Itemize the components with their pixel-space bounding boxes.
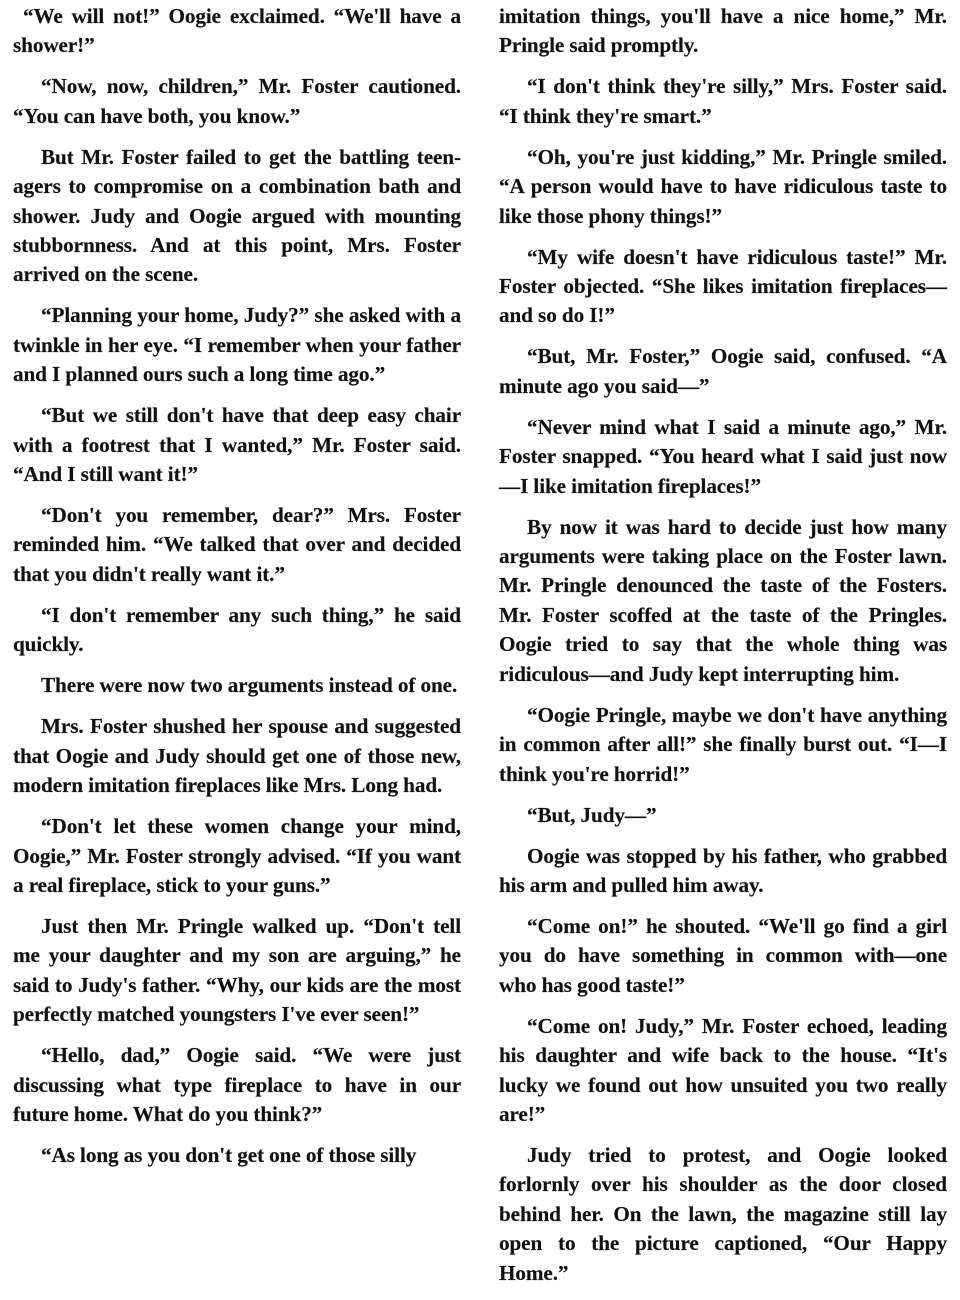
right-text-column	[499, 2, 947, 1300]
paragraph: Just then Mr. Pringle walked up. “Don't tell me your daughter and my son are arguing,” he said to Judy's father. “Why, our kids are the most perfectly matched youngsters I've ever seen!”	[13, 913, 461, 1027]
left-text-column	[13, 2, 461, 1182]
paragraph: “But, Judy—”	[527, 802, 657, 827]
paragraph: “As long as you don't get one of those silly	[41, 1142, 417, 1167]
paragraph: “Hello, dad,” Oogie said. “We were just discussing what type fireplace to have in our future home. What do you think?”	[13, 1043, 461, 1126]
paragraph: By now it was hard to decide just how many arguments were taking place on the Foster lawn. Mr. Pringle denounced the taste of the Fosters. Mr. Foster scoffed at the taste of the Pringles. Oogie tried to say that the whole thing was ridiculous—and Judy kept interrupting him.	[499, 514, 947, 686]
paragraph: “Oh, you're just kidding,” Mr. Pringle smiled. “A person would have to have ridiculous taste to like those phony things!”	[499, 144, 947, 228]
paragraph: “Now, now, children,” Mr. Foster cautioned. “You can have both, you know.”	[13, 74, 461, 128]
paragraph: “Never mind what I said a minute ago,” Mr. Foster snapped. “You heard what I said just now—I like imitation fireplaces!”	[499, 414, 947, 498]
paragraph: “Come on!” he shouted. “We'll go find a girl you do have something in common with—one who has good taste!”	[499, 913, 947, 997]
paragraph: “We will not!” Oogie exclaimed. “We'll have a shower!”	[13, 4, 461, 58]
paragraph: Judy tried to protest, and Oogie looked forlornly over his shoulder as the door closed behind her. On the lawn, the magazine still lay open to the picture captioned, “Our Happy Home.”	[499, 1142, 947, 1285]
paragraph: “I don't think they're silly,” Mrs. Foster said. “I think they're smart.”	[499, 74, 947, 128]
paragraph: “I don't remember any such thing,” he said quickly.	[13, 602, 461, 657]
paragraph: “Come on! Judy,” Mr. Foster echoed, leading his daughter and wife back to the house. “It's lucky we found out how unsuited you two really are!”	[499, 1013, 947, 1126]
paragraph: “But we still don't have that deep easy chair with a footrest that I wanted,” Mr. Foster said. “And I still want it!”	[13, 403, 461, 487]
paragraph: “Don't you remember, dear?” Mrs. Foster reminded him. “We talked that over and decided that you didn't really want it.”	[13, 503, 461, 586]
paragraph: There were now two arguments instead of one.	[41, 673, 458, 698]
paragraph: Mrs. Foster shushed her spouse and suggested that Oogie and Judy should get one of those new, modern imitation fireplaces like Mrs. Long had.	[13, 714, 461, 798]
paragraph: “Don't let these women change your mind, Oogie,” Mr. Foster strongly advised. “If you want a real fireplace, stick to your guns.”	[13, 814, 461, 897]
paragraph: Oogie was stopped by his father, who grabbed his arm and pulled him away.	[499, 843, 947, 897]
paragraph: “My wife doesn't have ridiculous taste!” Mr. Foster objected. “She likes imitation fireplaces—and so do I!”	[499, 244, 947, 328]
paragraph: imitation things, you'll have a nice home,” Mr. Pringle said promptly.	[499, 4, 947, 58]
paragraph: But Mr. Foster failed to get the battling teen-agers to compromise on a combination bath and shower. Judy and Oogie argued with mounting stubbornness. And at this point, Mrs. Foster arrived on the scene.	[13, 144, 461, 287]
paragraph: “Oogie Pringle, maybe we don't have anything in common after all!” she finally burst out. “I—I think you're horrid!”	[499, 702, 947, 786]
paragraph: “Planning your home, Judy?” she asked with a twinkle in her eye. “I remember when your father and I planned ours such a long time ago.”	[13, 303, 461, 387]
paragraph: “But, Mr. Foster,” Oogie said, confused. “A minute ago you said—”	[499, 344, 947, 398]
